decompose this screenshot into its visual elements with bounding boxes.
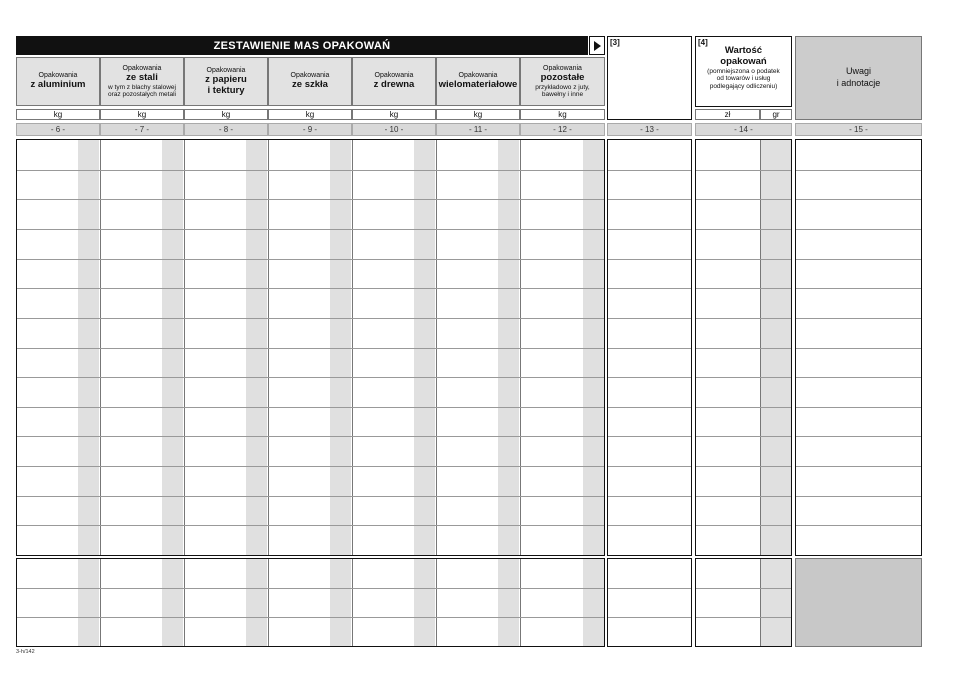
entry-cell[interactable] [761, 467, 791, 496]
column-header-11-line: Opakowania [458, 72, 498, 80]
entry-cell[interactable] [101, 349, 184, 378]
entry-cell[interactable] [18, 200, 100, 229]
entry-cell[interactable] [697, 319, 760, 348]
entry-cell[interactable] [521, 526, 604, 555]
entry-cell[interactable] [437, 289, 520, 318]
col14-number [695, 123, 792, 136]
entry-cell[interactable] [761, 618, 791, 646]
entry-cell[interactable] [353, 437, 436, 466]
main-entry-grid [16, 139, 605, 556]
entry-cell[interactable] [697, 467, 760, 496]
entry-cell[interactable] [521, 200, 604, 229]
entry-cell[interactable] [437, 618, 520, 646]
entry-cell[interactable] [697, 618, 760, 646]
entry-cell[interactable] [761, 260, 791, 289]
entry-cell[interactable] [761, 171, 791, 200]
column-header-10-line: z drewna [373, 79, 415, 91]
column-unit-11: kg [436, 109, 520, 120]
entry-cell[interactable] [101, 200, 184, 229]
column-number-12: - 12 - [520, 123, 605, 136]
entry-cell[interactable] [609, 408, 691, 437]
column-header-6-line: Opakowania [38, 72, 78, 80]
entry-cell[interactable] [697, 260, 760, 289]
entry-cell[interactable] [697, 497, 760, 526]
entry-cell[interactable] [521, 467, 604, 496]
entry-cell[interactable] [353, 260, 436, 289]
column-unit-8: kg [184, 109, 268, 120]
column-number-6: - 6 - [16, 123, 100, 136]
entry-cell[interactable] [101, 467, 184, 496]
entry-cell[interactable] [269, 589, 352, 617]
col14-header [695, 36, 792, 107]
entry-cell[interactable] [185, 560, 268, 588]
col14-unit-gr [760, 109, 792, 120]
entry-cell[interactable] [18, 437, 100, 466]
column-header-7-line: ze stali [126, 71, 158, 83]
entry-cell[interactable] [353, 467, 436, 496]
entry-cell[interactable] [521, 378, 604, 407]
entry-cell[interactable] [101, 230, 184, 259]
entry-cell[interactable] [353, 141, 436, 170]
entry-cell[interactable] [101, 437, 184, 466]
col15-header [795, 36, 922, 120]
col14-heading-1: Wartość [724, 45, 763, 56]
entry-cell[interactable] [353, 319, 436, 348]
entry-cell[interactable] [185, 171, 268, 200]
entry-cell[interactable] [18, 408, 100, 437]
column-header-7 [100, 57, 184, 106]
entry-cell[interactable] [521, 618, 604, 646]
entry-cell[interactable] [269, 378, 352, 407]
entry-cell[interactable] [18, 349, 100, 378]
entry-cell[interactable] [521, 230, 604, 259]
entry-cell[interactable] [761, 349, 791, 378]
column-header-12-line: Opakowania [543, 64, 582, 72]
entry-cell[interactable] [697, 437, 760, 466]
entry-cell[interactable] [353, 289, 436, 318]
entry-cell[interactable] [18, 618, 100, 646]
entry-cell[interactable] [437, 408, 520, 437]
column-header-11-line: wielomateriałowe [438, 79, 518, 91]
entry-cell[interactable] [609, 618, 691, 646]
entry-cell[interactable] [609, 171, 691, 200]
column-header-12 [520, 57, 605, 106]
col15-summary-box [795, 558, 922, 647]
entry-cell[interactable] [18, 260, 100, 289]
entry-cell[interactable] [521, 497, 604, 526]
entry-cell[interactable] [797, 526, 921, 555]
entry-cell[interactable] [437, 437, 520, 466]
column-number-11: - 11 - [436, 123, 520, 136]
entry-cell[interactable] [269, 526, 352, 555]
col13-summary-grid [607, 558, 692, 647]
column-number-7: - 7 - [100, 123, 184, 136]
entry-cell[interactable] [437, 141, 520, 170]
entry-cell[interactable] [609, 349, 691, 378]
entry-cell[interactable] [185, 319, 268, 348]
entry-cell[interactable] [521, 319, 604, 348]
entry-cell[interactable] [269, 618, 352, 646]
form-title [16, 36, 588, 55]
entry-cell[interactable] [185, 260, 268, 289]
column-header-8-line: z papieru [205, 73, 247, 85]
col14-summary-grid [695, 558, 792, 647]
entry-cell[interactable] [185, 526, 268, 555]
entry-cell[interactable] [697, 560, 760, 588]
entry-cell[interactable] [761, 408, 791, 437]
col15-number [795, 123, 922, 136]
entry-cell[interactable] [521, 408, 604, 437]
entry-cell[interactable] [185, 230, 268, 259]
col13-entry-grid [607, 139, 692, 556]
entry-cell[interactable] [437, 230, 520, 259]
entry-cell[interactable] [761, 230, 791, 259]
entry-cell[interactable] [101, 319, 184, 348]
entry-cell[interactable] [353, 497, 436, 526]
col14-note-2: od towarów i usług [716, 75, 771, 83]
entry-cell[interactable] [609, 319, 691, 348]
entry-cell[interactable] [697, 230, 760, 259]
entry-cell[interactable] [353, 618, 436, 646]
entry-cell[interactable] [437, 200, 520, 229]
entry-cell[interactable] [101, 560, 184, 588]
entry-cell[interactable] [101, 618, 184, 646]
entry-cell[interactable] [609, 560, 691, 588]
entry-cell[interactable] [18, 289, 100, 318]
column-header-8-line: Opakowania [206, 66, 246, 74]
entry-cell[interactable] [697, 171, 760, 200]
entry-cell[interactable] [269, 230, 352, 259]
column-header-6 [16, 57, 100, 106]
entry-cell[interactable] [797, 319, 921, 348]
entry-cell[interactable] [697, 526, 760, 555]
entry-cell[interactable] [269, 141, 352, 170]
form-title-text: ZESTAWIENIE MAS OPAKOWAŃ [213, 39, 391, 52]
col13-tag: [3] [610, 38, 620, 47]
col14-number-text: - 14 - [734, 125, 753, 134]
entry-cell[interactable] [185, 467, 268, 496]
entry-cell[interactable] [761, 560, 791, 588]
entry-cell[interactable] [609, 260, 691, 289]
entry-cell[interactable] [609, 497, 691, 526]
entry-cell[interactable] [521, 171, 604, 200]
entry-cell[interactable] [269, 171, 352, 200]
entry-cell[interactable] [521, 349, 604, 378]
entry-cell[interactable] [609, 526, 691, 555]
entry-cell[interactable] [521, 437, 604, 466]
column-unit-7: kg [100, 109, 184, 120]
entry-cell[interactable] [353, 408, 436, 437]
col15-number-text: - 15 - [849, 125, 868, 134]
entry-cell[interactable] [697, 200, 760, 229]
column-header-12-line: pozostałe [540, 71, 585, 83]
col14-unit-gr-text: gr [772, 110, 780, 119]
entry-cell[interactable] [353, 589, 436, 617]
entry-cell[interactable] [697, 349, 760, 378]
entry-cell[interactable] [521, 560, 604, 588]
entry-cell[interactable] [353, 200, 436, 229]
entry-cell[interactable] [101, 589, 184, 617]
column-header-10-line: Opakowania [374, 72, 414, 80]
entry-cell[interactable] [101, 289, 184, 318]
entry-cell[interactable] [18, 319, 100, 348]
entry-cell[interactable] [18, 589, 100, 617]
entry-cell[interactable] [609, 378, 691, 407]
entry-cell[interactable] [797, 230, 921, 259]
col14-tag: [4] [698, 38, 708, 47]
entry-cell[interactable] [521, 589, 604, 617]
entry-cell[interactable] [437, 171, 520, 200]
entry-cell[interactable] [18, 230, 100, 259]
entry-cell[interactable] [437, 526, 520, 555]
entry-cell[interactable] [697, 408, 760, 437]
entry-cell[interactable] [101, 497, 184, 526]
entry-cell[interactable] [797, 408, 921, 437]
col13-header [607, 36, 692, 120]
column-number-9: - 9 - [268, 123, 352, 136]
entry-cell[interactable] [761, 589, 791, 617]
entry-cell[interactable] [437, 560, 520, 588]
entry-cell[interactable] [18, 141, 100, 170]
entry-cell[interactable] [797, 141, 921, 170]
main-summary-grid [16, 558, 605, 647]
entry-cell[interactable] [437, 467, 520, 496]
entry-cell[interactable] [18, 467, 100, 496]
column-header-8 [184, 57, 268, 106]
column-header-6-line: z aluminium [30, 79, 86, 91]
entry-cell[interactable] [269, 408, 352, 437]
entry-cell[interactable] [761, 497, 791, 526]
col14-heading-2: opakowań [720, 55, 767, 67]
col14-note-1: (pomniejszona o podatek [707, 67, 780, 75]
entry-cell[interactable] [521, 141, 604, 170]
entry-cell[interactable] [609, 289, 691, 318]
entry-cell[interactable] [437, 349, 520, 378]
entry-cell[interactable] [437, 319, 520, 348]
entry-cell[interactable] [101, 171, 184, 200]
entry-cell[interactable] [609, 230, 691, 259]
column-unit-12: kg [520, 109, 605, 120]
column-number-10: - 10 - [352, 123, 436, 136]
entry-cell[interactable] [101, 260, 184, 289]
entry-cell[interactable] [761, 141, 791, 170]
column-number-8: - 8 - [184, 123, 268, 136]
entry-cell[interactable] [185, 618, 268, 646]
column-header-11 [436, 57, 520, 106]
entry-cell[interactable] [101, 526, 184, 555]
entry-cell[interactable] [185, 408, 268, 437]
entry-cell[interactable] [185, 437, 268, 466]
entry-cell[interactable] [269, 497, 352, 526]
column-header-7-line: Opakowania [122, 64, 162, 72]
entry-cell[interactable] [797, 437, 921, 466]
entry-cell[interactable] [353, 349, 436, 378]
entry-cell[interactable] [697, 589, 760, 617]
entry-cell[interactable] [609, 589, 691, 617]
column-unit-10: kg [352, 109, 436, 120]
entry-cell[interactable] [697, 141, 760, 170]
column-unit-6: kg [16, 109, 100, 120]
entry-cell[interactable] [353, 171, 436, 200]
entry-cell[interactable] [797, 497, 921, 526]
form-code: 3-h/142 [16, 649, 35, 655]
entry-cell[interactable] [353, 378, 436, 407]
entry-cell[interactable] [761, 289, 791, 318]
entry-cell[interactable] [269, 289, 352, 318]
arrow-right-icon [594, 41, 601, 51]
entry-cell[interactable] [18, 526, 100, 555]
col15-heading-2: i adnotacje [836, 78, 881, 88]
entry-cell[interactable] [18, 378, 100, 407]
entry-cell[interactable] [761, 526, 791, 555]
column-header-7-line: w tym z blachy stalowej [108, 83, 176, 91]
entry-cell[interactable] [185, 589, 268, 617]
entry-cell[interactable] [697, 289, 760, 318]
entry-cell[interactable] [437, 378, 520, 407]
entry-cell[interactable] [269, 467, 352, 496]
entry-cell[interactable] [185, 497, 268, 526]
entry-cell[interactable] [437, 497, 520, 526]
entry-cell[interactable] [269, 200, 352, 229]
col15-heading-1: Uwagi [845, 66, 871, 77]
entry-cell[interactable] [185, 200, 268, 229]
entry-cell[interactable] [761, 319, 791, 348]
column-header-9 [268, 57, 352, 106]
entry-cell[interactable] [269, 260, 352, 289]
entry-cell[interactable] [269, 560, 352, 588]
entry-cell[interactable] [609, 200, 691, 229]
col14-unit-zl-text: zł [724, 110, 731, 119]
col14-entry-grid [695, 139, 792, 556]
entry-cell[interactable] [18, 497, 100, 526]
entry-cell[interactable] [185, 349, 268, 378]
title-arrow-box [589, 36, 605, 55]
entry-cell[interactable] [353, 560, 436, 588]
entry-cell[interactable] [609, 437, 691, 466]
entry-cell[interactable] [269, 437, 352, 466]
entry-cell[interactable] [185, 289, 268, 318]
entry-cell[interactable] [797, 171, 921, 200]
entry-cell[interactable] [761, 437, 791, 466]
column-header-12-line: przykładowo z juty, [535, 83, 590, 91]
entry-cell[interactable] [761, 200, 791, 229]
entry-cell[interactable] [18, 560, 100, 588]
column-header-10 [352, 57, 436, 106]
entry-cell[interactable] [797, 378, 921, 407]
column-unit-9: kg [268, 109, 352, 120]
entry-cell[interactable] [697, 378, 760, 407]
entry-cell[interactable] [521, 260, 604, 289]
entry-cell[interactable] [185, 141, 268, 170]
entry-cell[interactable] [101, 141, 184, 170]
entry-cell[interactable] [797, 467, 921, 496]
entry-cell[interactable] [609, 141, 691, 170]
entry-cell[interactable] [269, 319, 352, 348]
entry-cell[interactable] [609, 467, 691, 496]
column-header-9-line: ze szkła [292, 79, 328, 91]
entry-cell[interactable] [353, 230, 436, 259]
entry-cell[interactable] [101, 378, 184, 407]
entry-cell[interactable] [797, 260, 921, 289]
col15-entry-grid [795, 139, 922, 556]
col13-number [607, 123, 692, 136]
entry-cell[interactable] [797, 289, 921, 318]
column-header-12-line: bawełny i inne [541, 90, 584, 98]
col14-note-3: podlegający odliczeniu) [709, 82, 778, 90]
entry-cell[interactable] [797, 200, 921, 229]
entry-cell[interactable] [437, 260, 520, 289]
entry-cell[interactable] [101, 408, 184, 437]
col14-unit-zl [695, 109, 760, 120]
entry-cell[interactable] [353, 526, 436, 555]
entry-cell[interactable] [521, 289, 604, 318]
column-header-7-line: oraz pozostałych metali [108, 90, 176, 98]
entry-cell[interactable] [185, 378, 268, 407]
column-header-9-line: Opakowania [290, 72, 330, 80]
entry-cell[interactable] [437, 589, 520, 617]
entry-cell[interactable] [761, 378, 791, 407]
entry-cell[interactable] [797, 349, 921, 378]
col13-number-text: - 13 - [640, 125, 659, 134]
entry-cell[interactable] [269, 349, 352, 378]
column-header-8-line: i tektury [207, 84, 245, 96]
entry-cell[interactable] [18, 171, 100, 200]
